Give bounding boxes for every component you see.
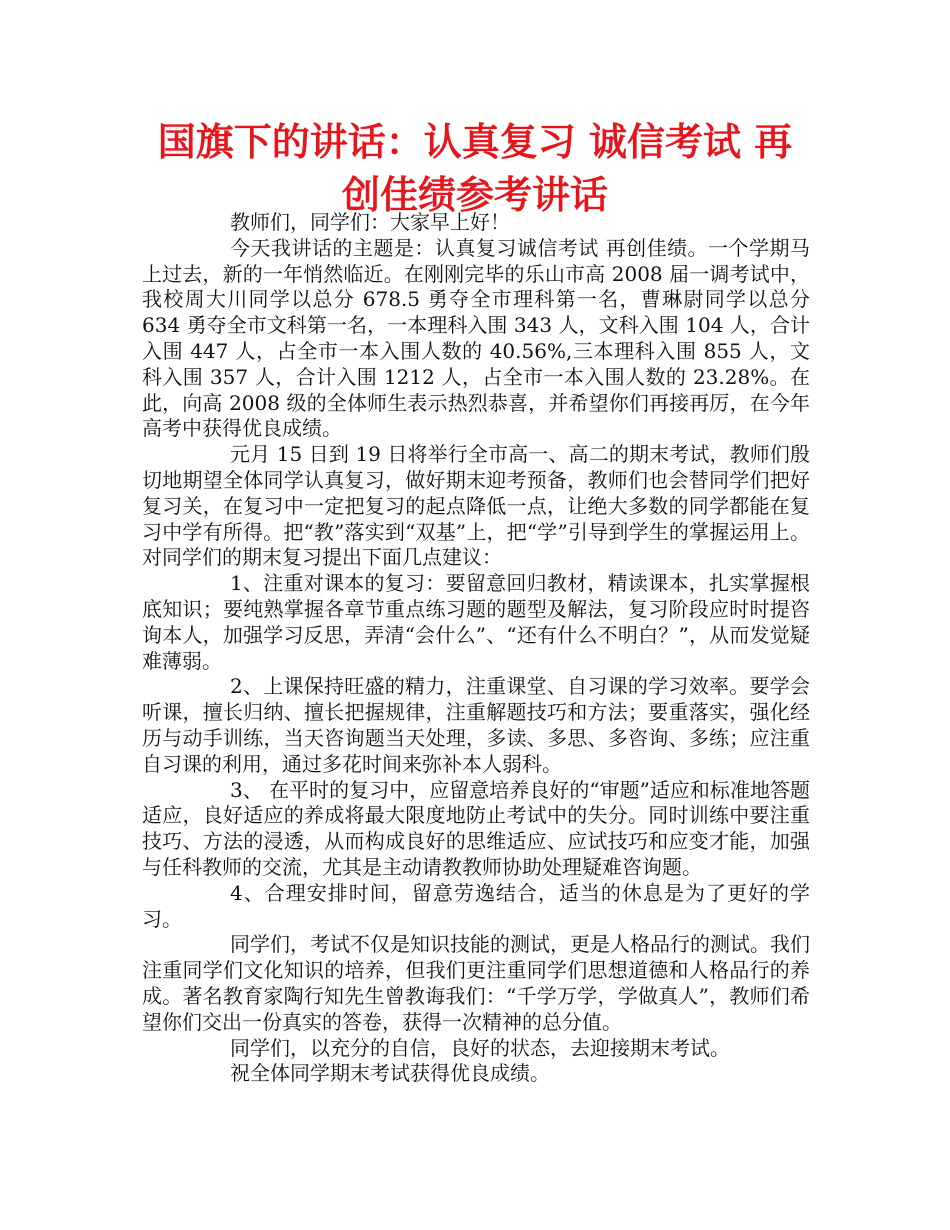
exam-notice-paragraph: 元月 15 日到 19 日将举行全市高一、高二的期末考试，教师们殷切地期望全体同学认真复习，做好期末迎考预备，教师们也会替同学们把好复习关，在复习中一定把复习的起点降低一点，让绝大多数的同学都能在复习中学有所得。把“教”落实到“双基”上，把“学”引导到学生的掌握运用上。对同学们的期末复习提出下面几点建议： (142, 442, 810, 570)
closing-paragraph: 祝全体同学期末考试获得优良成绩。 (230, 1061, 550, 1086)
document-title: 国旗下的讲话：认真复习 诚信考试 再创佳绩参考讲话 (157, 120, 793, 217)
suggestion-3-paragraph: 3、 在平时的复习中，应留意培养良好的“审题”适应和标准地答题适应，良好适应的养成将最大限度地防止考试中的失分。同时训练中要注重技巧、方法的浸透，从而构成良好的思维适应、应试技巧和应变才能，加强与任科教师的交流，尤其是主动请教教师协助处理疑难咨询题。 (142, 777, 810, 879)
integrity-paragraph: 同学们，考试不仅是知识技能的测试，更是人格品行的测试。我们注重同学们文化知识的培养，但我们更注重同学们思想道德和人格品行的养成。著名教育家陶行知先生曾教诲我们：“千学万学，学做真人”，教师们希望你们交出一份真实的答卷，获得一次精神的总分值。 (142, 932, 810, 1034)
suggestion-1-paragraph: 1、注重对课本的复习：要留意回归教材，精读课本，扎实掌握根底知识；要纯熟掌握各章节重点练习题的题型及解法，复习阶段应时时提咨询本人，加强学习反思，弄清“会什么”、“还有什么不明白？”，从而发觉疑难薄弱。 (142, 571, 810, 673)
theme-paragraph: 今天我讲话的主题是：认真复习诚信考试 再创佳绩。一个学期马上过去，新的一年悄然临近。在刚刚完毕的乐山市高 2008 届一调考试中，我校周大川同学以总分 678.5 勇夺全市理科第一名，曹琳尉同学以总分 634 勇夺全市文科第一名，一本理科入围 343 人，文科入围 104 人，合计入围 447 人，占全市一本入围人数的 40.56%,三本理科入围 855 人，文科入围 357 人，合计入围 1212 人，占全市一本入围人数的 23.28%。在此，向高 2008 级的全体师生表示热烈恭喜，并希望你们再接再厉，在今年高考中获得优良成绩。 (142, 235, 810, 441)
suggestion-2-paragraph: 2、上课保持旺盛的精力，注重课堂、自习课的学习效率。要学会听课，擅长归纳、擅长把握规律，注重解题技巧和方法；要重落实，强化经历与动手训练，当天咨询题当天处理，多读、多思、多咨询、多练；应注重自习课的利用，通过多花时间来弥补本人弱科。 (142, 674, 810, 776)
encouragement-paragraph: 同学们，以充分的自信，良好的状态，去迎接期末考试。 (230, 1035, 730, 1060)
greeting-paragraph: 教师们，同学们：大家早上好！ (230, 210, 510, 234)
document-body (142, 210, 810, 1087)
suggestion-4-paragraph: 4、合理安排时间，留意劳逸结合，适当的休息是为了更好的学习。 (142, 880, 810, 931)
